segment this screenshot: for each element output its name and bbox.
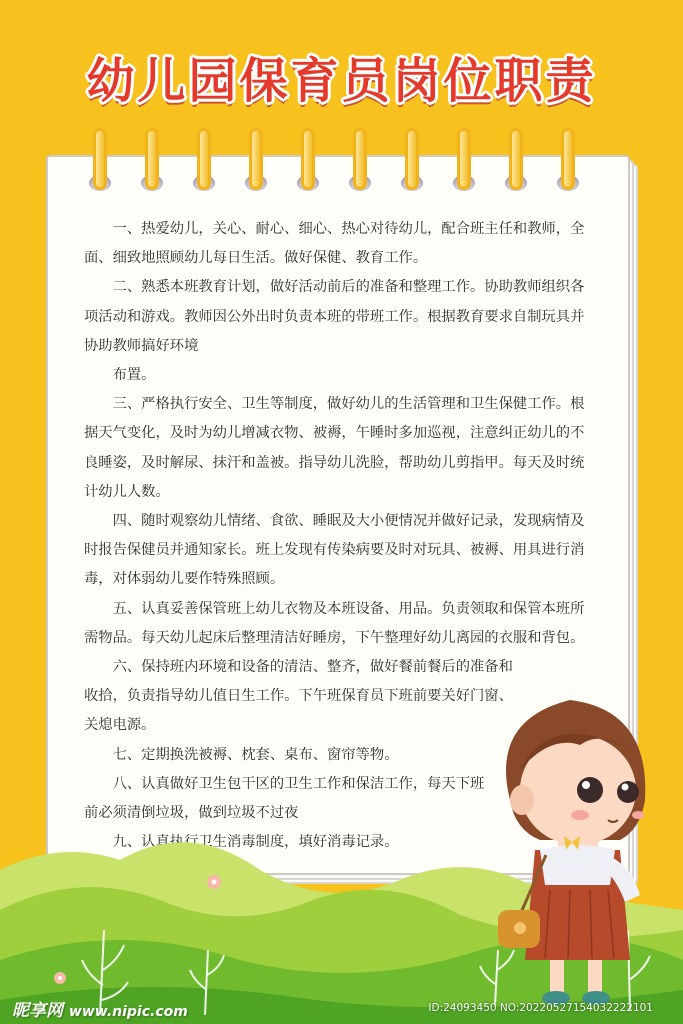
binding-ring: [197, 128, 211, 190]
binding-ring: [353, 128, 367, 190]
binding-ring: [457, 128, 471, 190]
binding-ring: [93, 128, 107, 190]
page-title: 幼儿园保育员岗位职责: [86, 53, 597, 109]
binding-ring: [301, 128, 315, 190]
binding-ring: [405, 128, 419, 190]
duty-paragraph: 八、认真做好卫生包干区的卫生工作和保洁工作，每天下班前必须清倒垃圾，做到垃圾不过夜: [84, 775, 485, 822]
duty-paragraph: 四、随时观察幼儿情绪、食欲、睡眠及大小便情况并做好记录，发现病情及时报告保健员并通知家长。班上发现有传染病要及时对玩具、被褥、用具进行消毒，对体弱幼儿要作特殊照顾。: [84, 513, 585, 588]
logo-text: 昵享网: [12, 1001, 63, 1021]
duty-paragraph: 三、严格执行安全、卫生等制度，做好幼儿的生活管理和卫生保健工作。根据天气变化，及时为幼儿增减衣物、被褥，午睡时多加巡视，注意纠正幼儿的不良睡姿，及时解尿、抹汗和盖被。指导幼儿洗脸，帮助幼儿剪指甲。每天及时统计幼儿人数。: [84, 396, 585, 500]
duty-paragraph: 一、热爱幼儿，关心、耐心、细心、热心对待幼儿，配合班主任和教师，全面、细致地照顾幼儿每日生活。做好保健、教育工作。: [84, 221, 585, 267]
duty-paragraph: 布置。: [112, 367, 156, 384]
duty-paragraph: 二、熟悉本班教育计划，做好活动前后的准备和整理工作。协助教师组织各项活动和游戏。教师因公外出时负责本班的带班工作。根据教育要求自制玩具并协助教师搞好环境: [84, 279, 585, 354]
site-logo-watermark: [12, 996, 188, 1021]
binding-ring: [145, 128, 159, 190]
duty-paragraph: 五、认真妥善保管班上幼儿衣物及本班设备、用品。负责领取和保管本班所需物品。每天幼儿起床后整理清洁好睡房，下午整理好幼儿离园的衣服和背包。: [84, 600, 585, 646]
image-id-watermark: ID:24093450 NO:20220527154032222101: [428, 1002, 653, 1014]
duty-paragraph: 六、保持班内环境和设备的清洁、整齐，做好餐前餐后的准备和收拾，负责指导幼儿值日生工作。下午班保育员下班前要关好门窗、: [84, 659, 513, 705]
cartoon-girl-illustration: [480, 690, 660, 1010]
duty-paragraph: 九、认真执行卫生消毒制度，填好消毒记录。: [112, 834, 399, 851]
binding-ring: [561, 128, 575, 190]
duty-paragraph: 关熄电源。: [84, 717, 156, 734]
binding-ring: [509, 128, 523, 190]
binding-ring: [249, 128, 263, 190]
site-url: www.nipic.com: [68, 1004, 188, 1020]
duty-paragraph: 七、定期换洗被褥、枕套、桌布、窗帘等物。: [112, 746, 399, 763]
